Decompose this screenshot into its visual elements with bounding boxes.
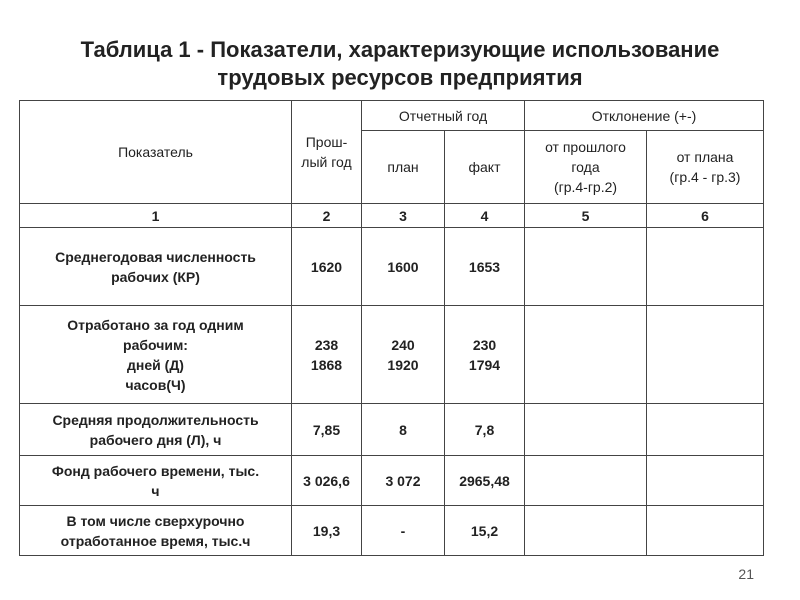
cell-value-line: 238 [314,336,339,353]
row-label [20,404,292,456]
cell-fact: 2965,48 [445,456,525,506]
row-label-line: рабочим: [123,336,188,353]
row-label-line: рабочих (КР) [111,268,200,285]
cell-plan [362,306,445,404]
cell-dev-prev [525,506,647,556]
cell-prev-year: 7,85 [292,404,362,456]
header-plan: план [362,131,445,204]
header-prev-year-line-1: Прош- [305,134,348,150]
header-indicator: Показатель [20,101,292,204]
cell-value-line: 1920 [387,356,419,373]
header-report-year: Отчетный год [362,101,525,131]
cell-dev-prev [525,306,647,404]
column-number-2: 2 [292,204,362,228]
row-label-line: Средняя продолжительность [52,411,259,428]
cell-prev-year [292,306,362,404]
row-label-line: Фонд рабочего времени, тыс. [51,462,260,479]
header-from-plan-line-2: (гр.4 - гр.3) [669,169,741,185]
row-label-line: дней (Д) [127,356,184,373]
cell-prev-year: 19,3 [292,506,362,556]
column-number-row [20,204,764,228]
column-number-3: 3 [362,204,445,228]
row-label [20,456,292,506]
header-from-prev-year [525,131,647,204]
cell-prev-year: 1620 [292,228,362,306]
title-line-1: Таблица 1 - Показатели, характеризующие использование [80,37,720,62]
cell-dev-plan [647,306,764,404]
header-prev-year [292,101,362,204]
cell-value-line: 1794 [468,356,501,373]
cell-fact [445,306,525,404]
row-label-line: отработанное время, тыс.ч [60,532,251,549]
column-number-4: 4 [445,204,525,228]
title-line-2: трудовых ресурсов предприятия [217,65,583,90]
table-row [20,228,764,306]
row-label-line: часов(Ч) [125,376,186,393]
cell-value-line: 1868 [310,356,343,373]
row-label [20,228,292,306]
header-prev-year-line-2: лый год [301,154,352,170]
cell-dev-prev [525,404,647,456]
header-from-plan-line-1: от плана [676,149,734,165]
row-label [20,306,292,404]
cell-value-line: 240 [391,336,415,353]
row-label [20,506,292,556]
column-number-1: 1 [20,204,292,228]
row-label-line: ч [151,482,160,499]
cell-fact: 7,8 [445,404,525,456]
row-label-line: рабочего дня (Л), ч [89,431,222,448]
row-label-line: Среднегодовая численность [55,248,256,265]
cell-fact: 1653 [445,228,525,306]
header-from-plan [647,131,764,204]
cell-dev-plan [647,456,764,506]
header-row-1 [20,101,764,131]
header-from-prev-line-3: (гр.4-гр.2) [553,179,618,195]
cell-prev-year: 3 026,6 [292,456,362,506]
table-row [20,404,764,456]
table-row [20,306,764,404]
cell-dev-plan [647,228,764,306]
cell-dev-prev [525,228,647,306]
cell-plan: 3 072 [362,456,445,506]
header-deviation: Отклонение (+-) [525,101,764,131]
cell-plan: 1600 [362,228,445,306]
column-number-5: 5 [525,204,647,228]
page-title [0,36,800,92]
slide-number: 21 [738,566,754,582]
header-fact: факт [445,131,525,204]
cell-dev-plan [647,404,764,456]
column-number-6: 6 [647,204,764,228]
header-from-prev-line-1: от прошлого [545,139,626,155]
table-row [20,456,764,506]
row-label-line: Отработано за год одним [67,316,244,333]
labor-resources-table [19,100,764,556]
cell-dev-plan [647,506,764,556]
cell-value-line: 230 [472,336,497,353]
cell-dev-prev [525,456,647,506]
cell-fact: 15,2 [445,506,525,556]
row-label-line: В том числе сверхурочно [66,512,245,529]
cell-plan: 8 [362,404,445,456]
header-from-prev-line-2: года [571,159,600,175]
table-row [20,506,764,556]
cell-plan: - [362,506,445,556]
